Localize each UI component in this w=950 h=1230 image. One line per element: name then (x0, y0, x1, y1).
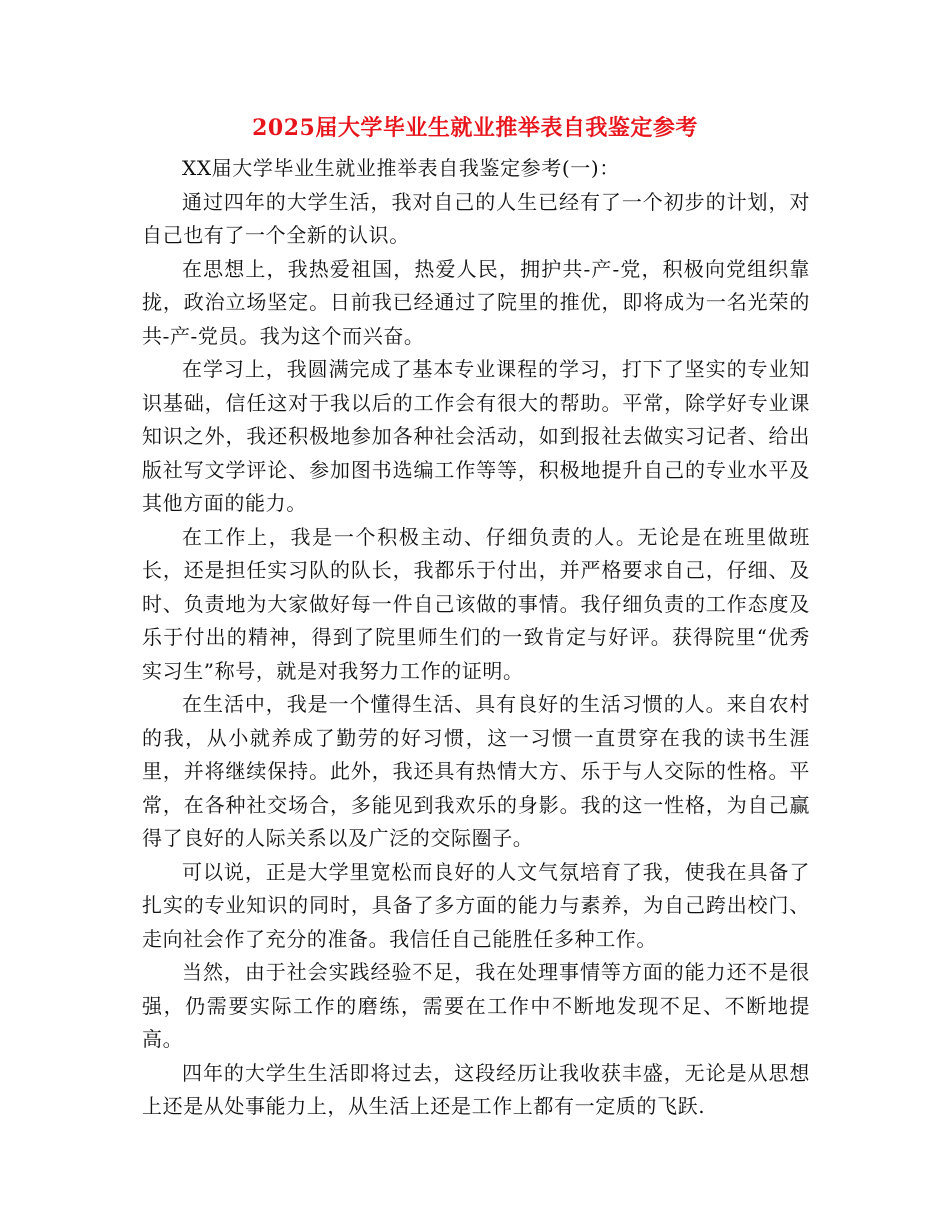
paragraph-conclusion: 四年的大学生生活即将过去，这段经历让我收获丰盛，无论是从思想上还是从处事能力上，从生活上还是工作上都有一定质的飞跃. (142, 1060, 810, 1118)
paragraph-overview: 通过四年的大学生活，我对自己的人生已经有了一个初步的计划，对自己也有了一个全新的认识。 (142, 189, 810, 247)
document-body (142, 152, 810, 1124)
paragraph-intro: XX届大学毕业生就业推举表自我鉴定参考(一)： (182, 156, 620, 180)
paragraph-study: 在学习上，我圆满完成了基本专业课程的学习，打下了坚实的专业知识基础，信任这对于我以后的工作会有很大的帮助。平常，除学好专业课知识之外，我还积极地参加各种社会活动，如到报社去做实习记者、给出版社写文学评论、参加图书选编工作等等，积极地提升自己的专业水平及其他方面的能力。 (142, 357, 810, 515)
paragraph-shortcomings: 当然，由于社会实践经验不足，我在处理事情等方面的能力还不是很强，仍需要实际工作的磨练，需要在工作中不断地发现不足、不断地提高。 (142, 960, 810, 1051)
paragraph-work: 在工作上，我是一个积极主动、仔细负责的人。无论是在班里做班长，还是担任实习队的队长，我都乐于付出，并严格要求自己，仔细、及时、负责地为大家做好每一件自己该做的事情。我仔细负责的工作态度及乐于付出的精神，得到了院里师生们的一致肯定与好评。获得院里“优秀实习生”称号，就是对我努力工作的证明。 (142, 524, 810, 683)
paragraph-ideology: 在思想上，我热爱祖国，热爱人民，拥护共-产-党，积极向党组织靠拢，政治立场坚定。日前我已经通过了院里的推优，即将成为一名光荣的共-产-党员。我为这个而兴奋。 (142, 256, 810, 348)
document-title: 2025届大学毕业生就业推举表自我鉴定参考 (252, 115, 698, 141)
paragraph-life: 在生活中，我是一个懂得生活、具有良好的生活习惯的人。来自农村的我，从小就养成了勤劳的好习惯，这一习惯一直贯穿在我的读书生涯里，并将继续保持。此外，我还具有热情大方、乐于与人交际的性格。平常，在各种社交场合，多能见到我欢乐的身影。我的这一性格，为自己赢得了良好的人际关系以及广泛的交际圈子。 (142, 692, 810, 850)
paragraph-summary: 可以说，正是大学里宽松而良好的人文气氛培育了我，使我在具备了扎实的专业知识的同时，具备了多方面的能力与素养，为自己跨出校门、走向社会作了充分的准备。我信任自己能胜任多种工作。 (142, 859, 810, 951)
